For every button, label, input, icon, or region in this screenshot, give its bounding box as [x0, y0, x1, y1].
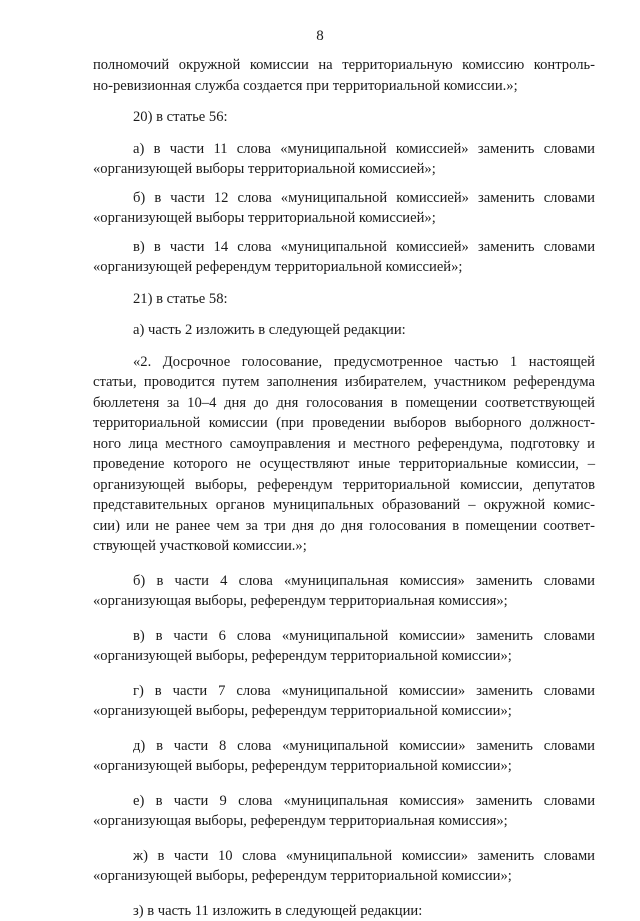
text-line: «организующая выборы, референдум территориальная комиссия»; [93, 591, 595, 612]
paragraph-item-a-58 [93, 320, 595, 341]
text-line: е) в части 9 слова «муниципальная комиссия» заменить словами [93, 791, 595, 812]
text-line: а) часть 2 изложить в следующей редакции: [93, 320, 595, 341]
text-line: территориальной комиссии (при проведении выборов выборного должност- [93, 413, 595, 434]
paragraph-item-g-58 [93, 681, 595, 722]
text-line: з) в часть 11 изложить в следующей редакции: [93, 901, 595, 921]
paragraph-item-z-58 [93, 901, 595, 921]
text-line: б) в части 4 слова «муниципальная комиссия» заменить словами [93, 571, 595, 592]
text-line: в) в части 14 слова «муниципальной комиссией» заменить словами [93, 237, 595, 258]
text-line: «организующей выборы, референдум территориальной комиссии»; [93, 866, 595, 887]
document-body [93, 55, 595, 921]
paragraph-item-v-56 [93, 237, 595, 278]
text-line: д) в части 8 слова «муниципальной комиссии» заменить словами [93, 736, 595, 757]
text-line: статьи, проводится путем заполнения избирателем, участником референдума [93, 372, 595, 393]
text-line: 20) в статье 56: [93, 107, 595, 128]
paragraph-early-voting [93, 352, 595, 557]
paragraph-item-b-56 [93, 188, 595, 229]
text-line: проведение которого не осуществляют иные территориальные комиссии, – [93, 454, 595, 475]
paragraph-article-58 [93, 289, 595, 310]
paragraph-item-zh-58 [93, 846, 595, 887]
text-line: «организующей выборы территориальной комиссией»; [93, 159, 595, 180]
paragraph-item-a-56 [93, 139, 595, 180]
paragraph-item-v-58 [93, 626, 595, 667]
text-line: «2. Досрочное голосование, предусмотренное частью 1 настоящей [93, 352, 595, 373]
text-line: бюллетеня за 10–4 дня до дня голосования в помещении соответствующей [93, 393, 595, 414]
text-line: сии) или не ранее чем за три дня до дня голосования в помещении соответ- [93, 516, 595, 537]
text-line: ного лица местного самоуправления и местного референдума, подготовку и [93, 434, 595, 455]
text-line: ствующей участковой комиссии.»; [93, 536, 595, 557]
paragraph-item-d-58 [93, 736, 595, 777]
text-line: «организующей выборы, референдум территориальной комиссии»; [93, 646, 595, 667]
text-line: 21) в статье 58: [93, 289, 595, 310]
text-line: представительных органов муниципальных образований – окружной комис- [93, 495, 595, 516]
paragraph-article-56 [93, 107, 595, 128]
text-line: но-ревизионная служба создается при территориальной комиссии.»; [93, 76, 595, 97]
paragraph-item-b-58 [93, 571, 595, 612]
text-line: а) в части 11 слова «муниципальной комиссией» заменить словами [93, 139, 595, 160]
text-line: «организующей выборы, референдум территориальной комиссии»; [93, 756, 595, 777]
paragraph-item-e-58 [93, 791, 595, 832]
text-line: в) в части 6 слова «муниципальной комиссии» заменить словами [93, 626, 595, 647]
text-line: ж) в части 10 слова «муниципальной комиссии» заменить словами [93, 846, 595, 867]
text-line: «организующей выборы, референдум территориальной комиссии»; [93, 701, 595, 722]
text-line: б) в части 12 слова «муниципальной комиссией» заменить словами [93, 188, 595, 209]
text-line: г) в части 7 слова «муниципальной комиссии» заменить словами [93, 681, 595, 702]
text-line: организующей выборы, референдум территориальной комиссии, депутатов [93, 475, 595, 496]
text-line: «организующей выборы территориальной комиссией»; [93, 208, 595, 229]
paragraph-continuation [93, 55, 595, 96]
text-line: «организующей референдум территориальной комиссией»; [93, 257, 595, 278]
text-line: полномочий окружной комиссии на территориальную комиссию контроль- [93, 55, 595, 76]
text-line: «организующая выборы, референдум территориальная комиссия»; [93, 811, 595, 832]
page-number: 8 [0, 27, 640, 45]
